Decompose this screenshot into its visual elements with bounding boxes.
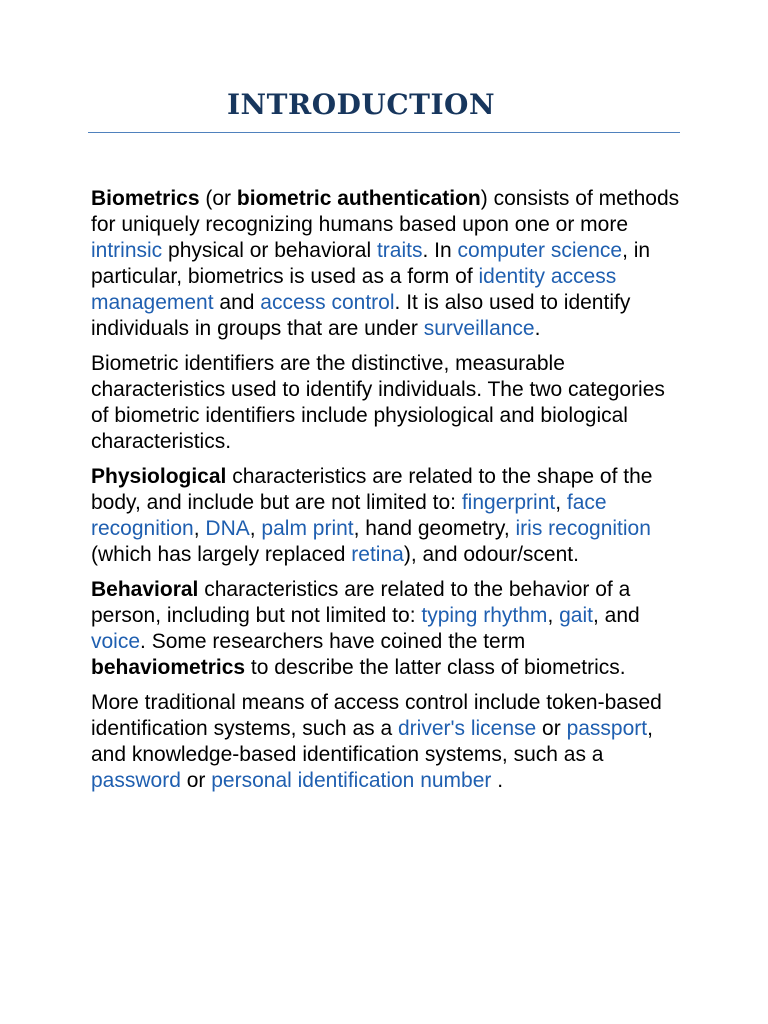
paragraph-behavioral (91, 577, 683, 681)
text-run: Biometric identifiers are the distinctive, measurable characteristics used to identify individuals. The two categories of biometric identifiers include physiological and biological characteristics. (91, 352, 665, 453)
text-run: . It is also used to identify individuals in groups that are under (91, 291, 631, 340)
text-run: ) consists of methods for uniquely recognizing humans based upon one or more (91, 187, 680, 236)
link-password[interactable]: password (91, 769, 181, 792)
link-typing-rhythm[interactable]: typing rhythm (421, 604, 548, 627)
link-computer-science[interactable]: computer science (457, 239, 623, 262)
text-run: and (213, 291, 261, 314)
text-run: . (534, 317, 541, 340)
link-iris-recognition[interactable]: iris recognition (515, 517, 651, 540)
text-run: . (491, 769, 504, 792)
text-run: . In (422, 239, 458, 262)
text-run: , hand geometry, (353, 517, 516, 540)
text-run: to describe the latter class of biometrics. (245, 656, 626, 679)
title-divider (88, 132, 680, 133)
text-run: , and knowledge-based identification systems, such as a (91, 717, 653, 766)
link-passport[interactable]: passport (566, 717, 648, 740)
text-run: , (547, 604, 560, 627)
text-run: , and (592, 604, 640, 627)
text-run: , (193, 517, 206, 540)
link-surveillance[interactable]: surveillance (423, 317, 535, 340)
text-run: ), and odour/scent. (403, 543, 579, 566)
text-run: , (249, 517, 262, 540)
paragraph-traditional-access-control (91, 690, 683, 794)
link-intrinsic[interactable]: intrinsic (91, 239, 163, 262)
paragraph-physiological (91, 464, 683, 568)
text-run: , (555, 491, 567, 514)
text-run: characteristics are related to the shape of the body, and include but are not limited to: (91, 465, 653, 514)
link-traits[interactable]: traits (376, 239, 423, 262)
link-dna[interactable]: DNA (205, 517, 250, 540)
text-run: , in particular, biometrics is used as a form of (91, 239, 651, 288)
bold-term-behavioral: Behavioral (91, 578, 199, 601)
link-drivers-license[interactable]: driver's license (397, 717, 537, 740)
text-run: More traditional means of access control include token-based identification systems, such as a (91, 691, 662, 740)
page-title: INTRODUCTION (226, 88, 496, 121)
link-retina[interactable]: retina (351, 543, 404, 566)
text-run: (or (199, 187, 237, 210)
bold-term-behaviometrics: behaviometrics (91, 656, 246, 679)
document-body (91, 186, 683, 803)
link-fingerprint[interactable]: fingerprint (461, 491, 556, 514)
link-access-control[interactable]: access control (260, 291, 395, 314)
link-face-recognition[interactable]: face recognition (91, 491, 607, 540)
link-personal-identification-number[interactable]: personal identification number (211, 769, 492, 792)
paragraph-biometrics-definition (91, 186, 683, 342)
bold-term-biometric-authentication: biometric authentication (236, 187, 481, 210)
bold-term-biometrics: Biometrics (91, 187, 200, 210)
link-identity-access-management[interactable]: identity access management (91, 265, 617, 314)
link-voice[interactable]: voice (91, 630, 141, 653)
link-palm-print[interactable]: palm print (261, 517, 354, 540)
link-gait[interactable]: gait (559, 604, 593, 627)
text-run: characteristics are related to the behavior of a person, including but not limited to: (91, 578, 631, 627)
text-run: . Some researchers have coined the term (140, 630, 526, 653)
text-run: (which has largely replaced (91, 543, 352, 566)
paragraph-biometric-identifiers (91, 351, 683, 455)
text-run: or (180, 769, 212, 792)
text-run: physical or behavioral (162, 239, 377, 262)
bold-term-physiological: Physiological (91, 465, 227, 488)
text-run: or (536, 717, 567, 740)
